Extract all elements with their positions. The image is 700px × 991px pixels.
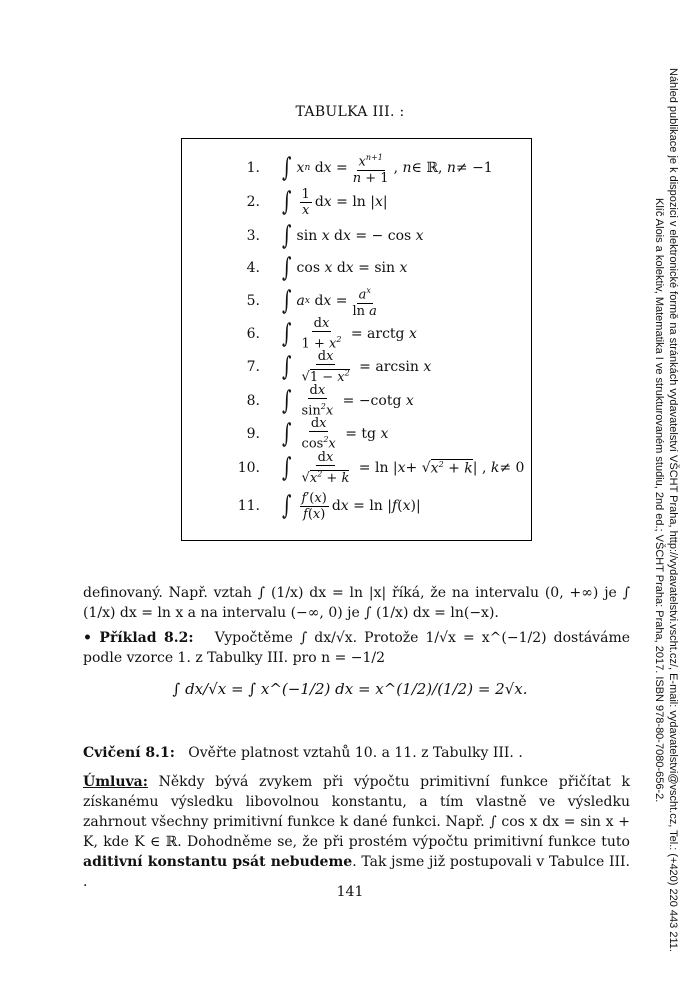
display-equation-text: ∫ dx/√x = ∫ x^(−1/2) dx = x^(1/2)/(1/2) = 2√x. (172, 680, 528, 698)
formula-expression: ∫ $\frac{dx}{√1 - x^2}$ = arcsin x (282, 349, 432, 385)
formula-expression: ∫ $\frac{dx}{1 + x^2}$ = arctg x (282, 316, 417, 352)
formula-row (182, 151, 493, 185)
exercise-paragraph (83, 743, 630, 763)
formula-expression: ∫ $\frac{dx}{\cos^2x}$ = tg x (282, 416, 389, 452)
formula-number: 10. (237, 460, 260, 476)
formula-row (182, 451, 524, 485)
formula-expression: ∫ $\frac{1}{x}$ d x = ln | x | (282, 186, 388, 218)
paragraph-definition: definovaný. Např. vztah ∫ (1/x) dx = ln |x| říká, že na intervalu (0, +∞) je ∫ (1/x) dx = ln x a na intervalu (−∞, 0) je ∫ (1/x) dx = ln(−x). (83, 585, 630, 621)
example-paragraph (83, 628, 630, 668)
formula-number: 6. (246, 326, 260, 342)
example-label: • Příklad 8.2: (83, 630, 194, 646)
formula-number: 7. (246, 359, 260, 375)
side-note (652, 68, 680, 952)
formula-number: 3. (246, 228, 260, 244)
formula-row (182, 219, 424, 253)
formula-expression: ∫ $\frac{dx}{√x^2 + k}$ = ln | x + √ $x^2 + k$ | , k ≠ 0 (282, 450, 525, 486)
formula-row (182, 251, 407, 285)
exercise-label: Cvičení 8.1: (83, 745, 175, 761)
formula-expression: ∫ x n d x = $\frac{x^{n+1}}{n + 1}$ , n ∈ ℝ, n ≠ −1 (280, 150, 493, 185)
side-note-line-2: Klíč Alois a kolektiv, Matematika I ve strukturovaném studiu, 2nd ed.; VŠCHT Praha: Praha, 2017. ISBN 978-80-7080-656-2. (653, 198, 665, 803)
formula-number: 9. (246, 426, 260, 442)
formula-row (182, 384, 414, 418)
formula-row (182, 185, 388, 219)
formula-row (182, 417, 388, 451)
formula-number: 8. (246, 393, 260, 409)
formula-number: 11. (237, 498, 260, 514)
formula-number: 4. (246, 260, 260, 276)
formula-row (182, 489, 421, 523)
page-title: TABULKA III. : (295, 104, 405, 120)
formula-expression: ∫ sin x d x = − cos x (282, 221, 424, 251)
exercise-text: Ověřte platnost vztahů 10. a 11. z Tabulky III. . (188, 745, 523, 761)
side-note-line-1: Náhled publikace je k dispozici v elektronické formě na stránkách vydavatelství VŠCHT Praha, http://vydavatelstvi.vscht.cz/, E-mail: vydavatelstvi@vscht.cz, Tel.: (+420) 220 443 211. (667, 68, 679, 952)
agreement-text-2: . Tak jsme již postupovali v Tabulce III. . (83, 854, 631, 890)
display-equation (0, 680, 700, 698)
formula-row (182, 284, 382, 318)
agreement-text-1: Někdy bývá zvykem při výpočtu primitivní funkce přičítat k získanému výsledku libovolnou konstantu, a tím vlastně ve výsledku zahrnout všechny primitivní funkce k dané funkci. Např. ∫ cos x dx = sin x + K, kde K ∈ ℝ. Dohodněme se, že při prostém výpočtu primitivní funkce tuto (83, 774, 630, 850)
formula-number: 5. (246, 293, 260, 309)
formula-number: 2. (246, 194, 260, 210)
agreement-paragraph (83, 772, 630, 892)
formula-expression: ∫ $\frac{f'(x)}{f(x)}$ d x = ln | f ( x )| (282, 490, 421, 522)
formula-expression: ∫ $\frac{dx}{\sin^2x}$ = −cotg x (282, 383, 414, 419)
agreement-bold: aditivní konstantu psát nebudeme (83, 854, 353, 870)
formula-table (181, 138, 532, 541)
example-text: Vypočtěme ∫ dx/√x. Protože 1/√x = x^(−1/2) dostáváme podle vzorce 1. z Tabulky III. pro n = −1/2 (83, 630, 631, 666)
formula-number: 1. (246, 160, 260, 176)
formula-row (182, 350, 431, 384)
formula-expression: ∫ a x d x = $\frac{a^x}{\text{ln a}}$ (280, 283, 382, 318)
agreement-label: Úmluva: (83, 774, 148, 790)
page-number: 141 (336, 884, 364, 900)
formula-row (182, 317, 417, 351)
formula-expression: ∫ cos x d x = sin x (282, 253, 408, 283)
